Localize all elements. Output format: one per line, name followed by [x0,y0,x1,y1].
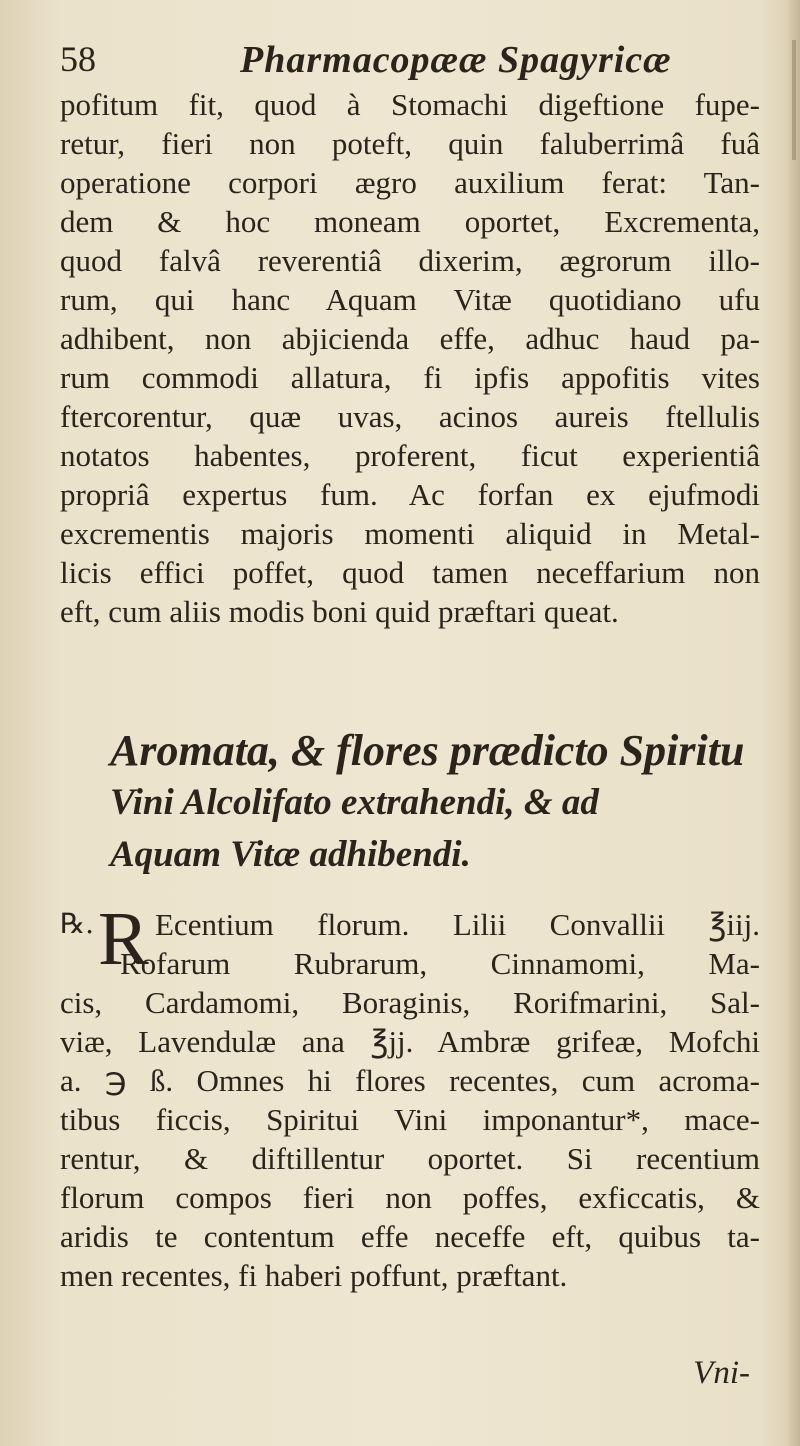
text-line: viæ, Lavendulæ ana ℥jj. Ambræ grifeæ, Mofchi [60,1024,760,1059]
text-line: rum commodi allatura, fi ipfis appofitis vites [60,360,760,395]
text-line: rentur, & diftillentur oportet. Si recentium [60,1141,760,1176]
text-line: cis, Cardamomi, Boraginis, Rorifmarini, Sal- [60,985,760,1020]
recipe-sign: ℞. [60,907,95,940]
page-header [60,30,750,90]
text-line: notatos habentes, proferent, ficut experientiâ [60,438,760,473]
text-line: dem & hoc moneam oportet, Excrementa, [60,204,760,239]
text-line: eft, cum aliis modis boni quid præftari queat. [60,594,619,629]
text-line: aridis te contentum effe neceffe eft, quibus ta- [60,1219,760,1254]
text-line: ftercorentur, quæ uvas, acinos aureis ftellulis [60,399,760,434]
heading-line: Aromata, & flores prædicto Spiritu [110,726,745,775]
heading-line: Vini Alcolifato extrahendi, & ad [110,782,599,823]
catchword: Vni- [693,1355,750,1391]
page-edge-shadow [786,0,800,1446]
recipe [60,897,760,1295]
text-line: quod falvâ reverentiâ dixerim, ægrorum illo- [60,243,760,278]
text-line: propriâ expertus fum. Ac forfan ex ejufmodi [60,477,760,512]
text-line: men recentes, fi haberi poffunt, præftant. [60,1258,568,1293]
text-line: licis effici poffet, quod tamen neceffarium non [60,555,760,590]
running-title: Pharmacopææ Spagyricæ [240,39,672,81]
text-line: excrementis majoris momenti aliquid in Metal- [60,516,760,551]
text-line: tibus ficcis, Spiritui Vini imponantur*, mace- [60,1102,760,1137]
drop-cap: R [98,897,149,981]
heading-line: Aquam Vitæ adhibendi. [110,834,471,875]
text-line: adhibent, non abjicienda effe, adhuc haud pa- [60,321,760,356]
text-line: a. ℈ ß. Omnes hi flores recentes, cum acroma- [60,1063,760,1098]
text-line: Rofarum Rubrarum, Cinnamomi, Ma- [120,946,760,981]
text-line: Ecentium florum. Lilii Convallii ℥iij. [155,907,760,942]
text-line: retur, fieri non poteft, quin faluberrimâ fuâ [60,126,760,161]
page-number: 58 [60,39,96,79]
text-line: rum, qui hanc Aquam Vitæ quotidiano ufu [60,282,760,317]
text-line: pofitum fit, quod à Stomachi digeftione fupe- [60,87,760,122]
text-line: florum compos fieri non poffes, exficcatis, & [60,1180,760,1215]
paragraph [60,85,760,631]
page-edge-mark [792,40,796,160]
section-heading [110,725,760,881]
text-line: operatione corpori ægro auxilium ferat: Tan- [60,165,760,200]
